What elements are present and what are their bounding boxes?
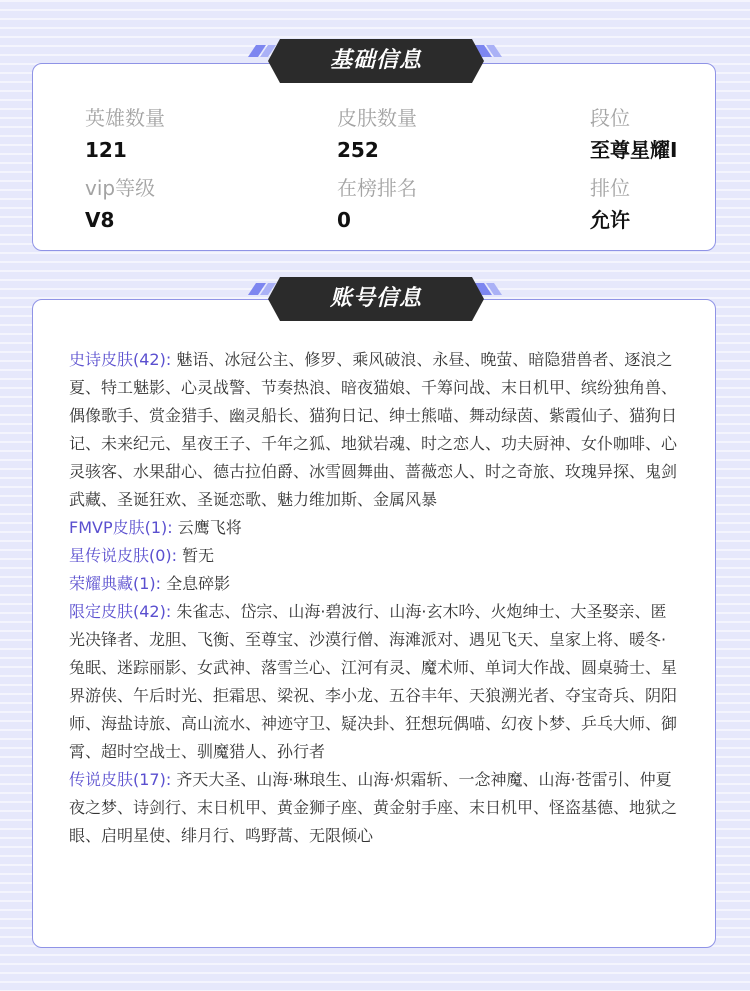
rank-tier-field bbox=[590, 106, 677, 162]
hero-count-value: 121 bbox=[85, 138, 127, 162]
leaderboard-rank-label: 在榜排名 bbox=[337, 176, 417, 200]
star-legend-skins-label: 星传说皮肤(0): bbox=[69, 546, 178, 565]
account-info-card bbox=[32, 299, 716, 948]
ranked-permission-field bbox=[590, 176, 630, 232]
leaderboard-rank-field bbox=[337, 176, 417, 232]
rank-tier-value: 至尊星耀I bbox=[590, 138, 678, 162]
fmvp-skins-label: FMVP皮肤(1): bbox=[69, 518, 173, 537]
leaderboard-rank-value: 0 bbox=[337, 208, 351, 232]
glory-collection-items: 全息碎影 bbox=[166, 574, 231, 593]
hero-count-label: 英雄数量 bbox=[85, 106, 165, 130]
vip-level-value: V8 bbox=[85, 208, 115, 232]
legend-skins-entry bbox=[69, 766, 679, 850]
skin-list-content bbox=[69, 346, 679, 850]
legend-skins-items: 齐天大圣、山海·琳琅生、山海·炽霜斩、一念神魔、山海·苍雷引、仲夏夜之梦、诗剑行、末日机甲、黄金狮子座、黄金射手座、末日机甲、怪盗基德、地狱之眼、启明星使、绯月行、鸣野蒿、无限倾心 bbox=[69, 770, 678, 845]
vip-level-field bbox=[85, 176, 155, 232]
skin-count-label: 皮肤数量 bbox=[337, 106, 417, 130]
epic-skins-entry bbox=[69, 346, 679, 514]
basic-info-header bbox=[246, 37, 506, 85]
fmvp-skins-entry bbox=[69, 514, 679, 542]
limited-skins-label: 限定皮肤(42): bbox=[69, 602, 172, 621]
fmvp-skins-items: 云鹰飞将 bbox=[177, 518, 242, 537]
star-legend-skins-items: 暂无 bbox=[182, 546, 215, 565]
ranked-permission-label: 排位 bbox=[590, 176, 630, 200]
legend-skins-label: 传说皮肤(17): bbox=[69, 770, 172, 789]
star-legend-skins-entry bbox=[69, 542, 679, 570]
vip-level-label: vip等级 bbox=[85, 176, 156, 200]
limited-skins-entry bbox=[69, 598, 679, 766]
glory-collection-entry bbox=[69, 570, 679, 598]
skin-count-field bbox=[337, 106, 417, 162]
account-info-header bbox=[246, 275, 506, 323]
epic-skins-label: 史诗皮肤(42): bbox=[69, 350, 172, 369]
skin-count-value: 252 bbox=[337, 138, 379, 162]
ranked-permission-value: 允许 bbox=[590, 208, 630, 232]
rank-tier-label: 段位 bbox=[590, 106, 630, 130]
glory-collection-label: 荣耀典藏(1): bbox=[69, 574, 162, 593]
account-info-title: 账号信息 bbox=[329, 286, 422, 311]
basic-info-card bbox=[32, 63, 716, 251]
epic-skins-items: 魅语、冰冠公主、修罗、乘风破浪、永昼、晚萤、暗隐猎兽者、逐浪之夏、特工魅影、心灵战警、节奏热浪、暗夜猫娘、千筹问战、末日机甲、缤纷独角兽、偶像歌手、赏金猎手、幽灵船长、猫狗日记、绅士熊喵、舞动绿茵、紫霞仙子、猫狗日记、未来纪元、星夜王子、千年之狐、地狱岩魂、时之恋人、功夫厨神、女仆咖啡、心灵骇客、水果甜心、德古拉伯爵、冰雪圆舞曲、蔷薇恋人、时之奇旅、玫瑰异探、鬼剑武藏、圣诞狂欢、圣诞恋歌、魅力维加斯、金属风暴 bbox=[69, 350, 678, 509]
hero-count-field bbox=[85, 106, 165, 162]
limited-skins-items: 朱雀志、岱宗、山海·碧波行、山海·玄木吟、火炮绅士、大圣娶亲、匿光决锋者、龙胆、飞衡、至尊宝、沙漠行僧、海滩派对、遇见飞天、皇家上将、暖冬·兔眠、迷踪丽影、女武神、落雪兰心、江河有灵、魔术师、单词大作战、圆桌骑士、星界游侠、午后时光、拒霜思、梁祝、李小龙、五谷丰年、天狼溯光者、夺宝奇兵、阴阳师、海盐诗旅、高山流水、神迹守卫、疑决卦、狂想玩偶喵、幻夜卜梦、乒乓大师、御霄、超时空战士、驯魔猎人、孙行者 bbox=[69, 602, 678, 761]
basic-info-title: 基础信息 bbox=[329, 48, 422, 73]
